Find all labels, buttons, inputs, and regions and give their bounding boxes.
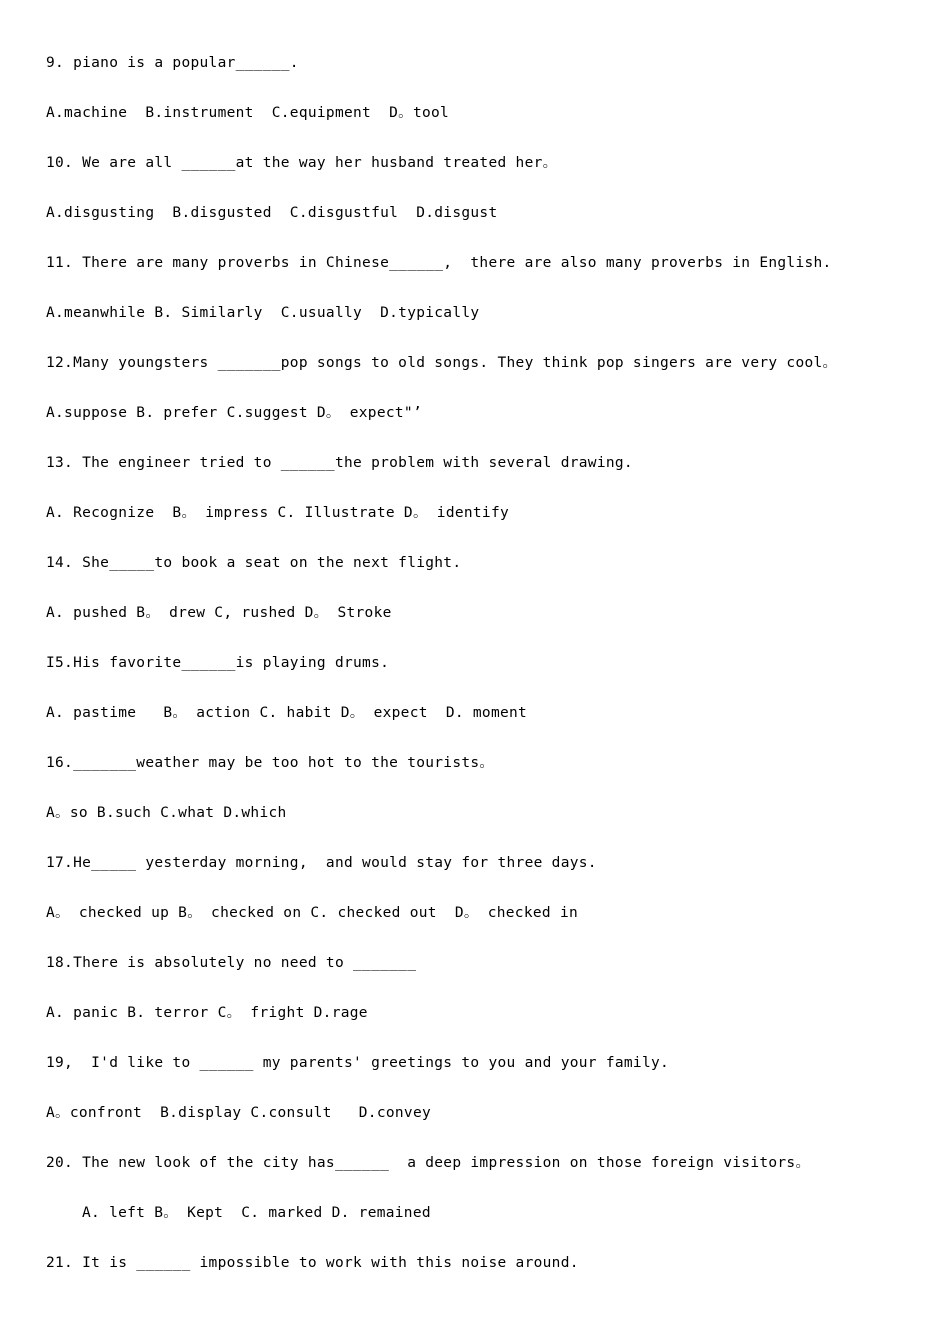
- question-21: 21. It is ______ impossible to work with this noise around.: [46, 1255, 579, 1271]
- question-10-options: A.disgusting B.disgusted C.disgustful D.disgust: [46, 205, 498, 221]
- question-13: 13. The engineer tried to ______the problem with several drawing.: [46, 455, 633, 471]
- question-9-options: A.machine B.instrument C.equipment D。tool: [46, 105, 450, 121]
- question-13-options: A. Recognize B。 impress C. Illustrate D。 identify: [46, 505, 510, 521]
- question-20: 20. The new look of the city has______ a deep impression on those foreign visitors。: [46, 1155, 811, 1171]
- question-17-options: A。 checked up B。 checked on C. checked out D。 checked in: [46, 905, 579, 921]
- question-16: 16._______weather may be too hot to the tourists。: [46, 755, 495, 771]
- question-16-options: A。so B.such C.what D.which: [46, 805, 287, 821]
- question-12-options: A.suppose B. prefer C.suggest D。 expect"’: [46, 405, 422, 421]
- question-19-options: A。confront B.display C.consult D.convey: [46, 1105, 432, 1121]
- question-15-options: A. pastime B。 action C. habit D。 expect D. moment: [46, 705, 528, 721]
- question-14: 14. She_____to book a seat on the next flight.: [46, 555, 462, 571]
- question-17: 17.He_____ yesterday morning, and would stay for three days.: [46, 855, 597, 871]
- question-18-options: A. panic B. terror C。 fright D.rage: [46, 1005, 368, 1021]
- question-20-options: A. left B。 Kept C. marked D. remained: [82, 1205, 431, 1221]
- question-11: 11. There are many proverbs in Chinese______, there are also many proverbs in English.: [46, 255, 832, 271]
- question-12: 12.Many youngsters _______pop songs to old songs. They think pop singers are very cool。: [46, 355, 838, 371]
- question-11-options: A.meanwhile B. Similarly C.usually D.typically: [46, 305, 480, 321]
- question-19: 19, I'd like to ______ my parents' greetings to you and your family.: [46, 1055, 670, 1071]
- question-15: I5.His favorite______is playing drums.: [46, 655, 390, 671]
- question-18: 18.There is absolutely no need to _______: [46, 955, 417, 971]
- question-9: 9. piano is a popular______.: [46, 55, 299, 71]
- question-14-options: A. pushed B。 drew C, rushed D。 Stroke: [46, 605, 392, 621]
- question-10: 10. We are all ______at the way her husband treated her。: [46, 155, 558, 171]
